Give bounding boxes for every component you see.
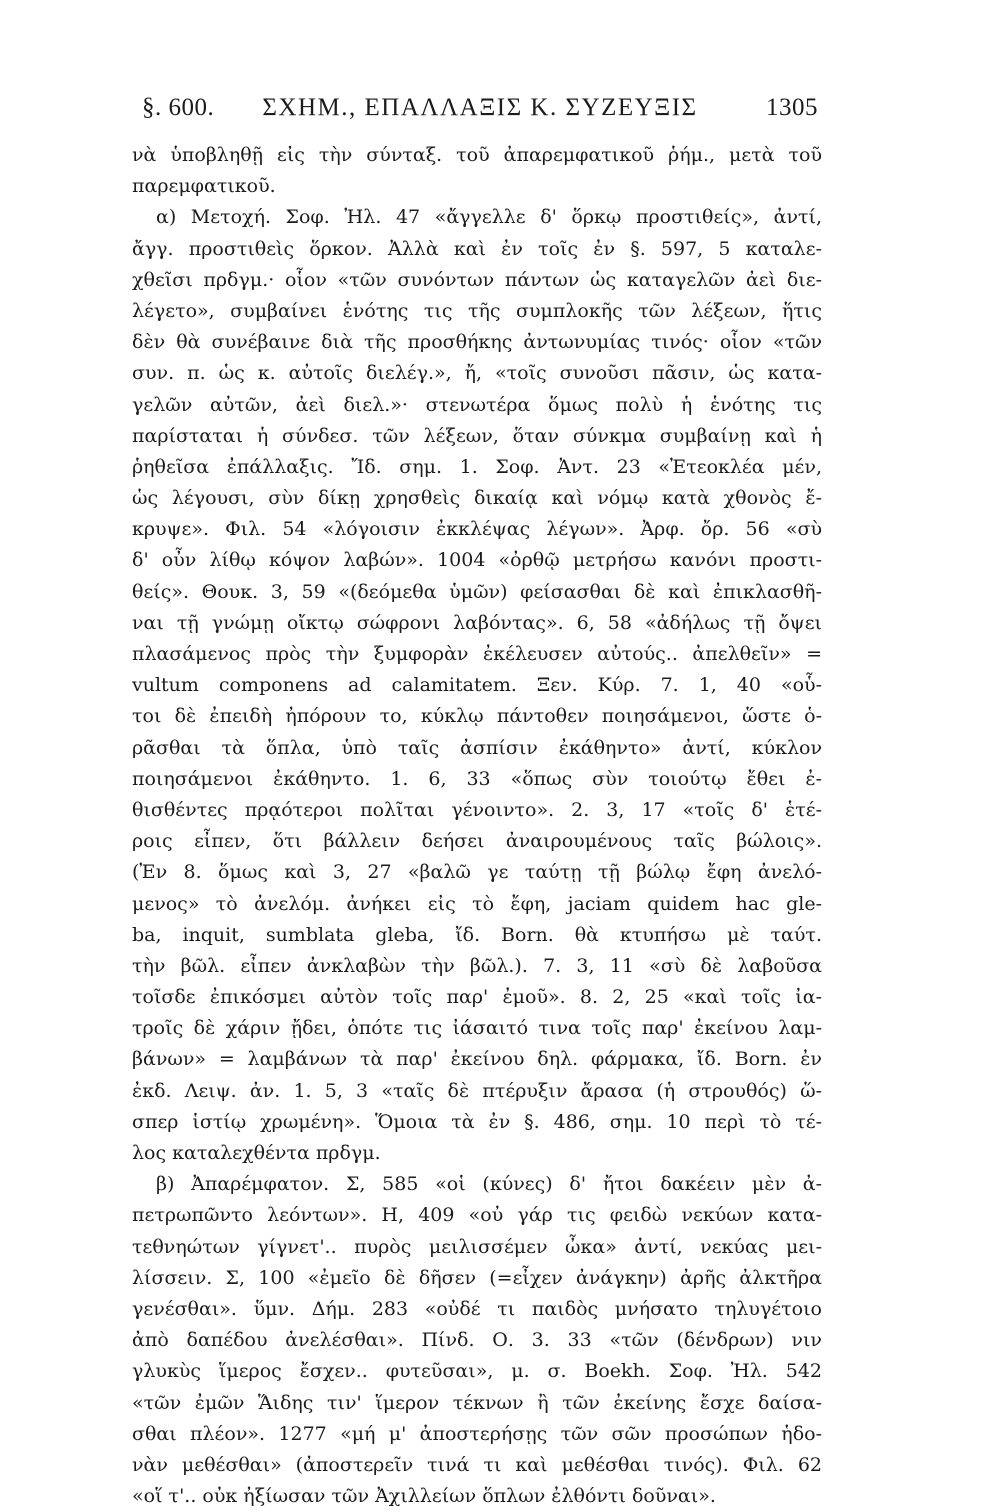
text-line: ἄγγ. προστιθεὶς ὅρκον. Ἀλλὰ καὶ ἐν τοῖς ἐν §. 597, 5 καταλε- xyxy=(132,237,822,260)
text-line: ὡς λέγουσι, σὺν δίκῃ χρησθεὶς δικαίᾳ καὶ νόμῳ κατὰ χθονὸς ἔ- xyxy=(132,487,822,510)
text-line: λέγετο», συμβαίνει ἑνότης τις τῆς συμπλοκῆς τῶν λέξεων, ἥτις xyxy=(132,299,822,322)
text-line: ἀπὸ δαπέδου ἀνελέσθαι». Πίνδ. Ο. 3. 33 «τῶν (δένδρων) νιν xyxy=(132,1329,822,1352)
text-line: vultum componens ad calamitatem. Ξεν. Κύρ. 7. 1, 40 «οὗ- xyxy=(132,674,822,697)
text-line: συν. π. ὡς κ. αὐτοῖς διελέγ.», ἤ, «τοῖς συνοῦσι πᾶσιν, ὡς κατα- xyxy=(132,362,822,385)
text-line: τροῖς δὲ χάριν ᾔδει, ὁπότε τις ἰάσαιτό τινα τοῖς παρ' ἐκείνου λαμ- xyxy=(132,1017,822,1040)
text-line: «οἵ τ'.. οὐκ ἠξίωσαν τῶν Ἀχιλλείων ὅπλων ἐλθόντι δοῦναι». xyxy=(132,1485,716,1508)
text-line: β) Ἀπαρέμφατον. Σ, 585 «οἱ (κύνες) δ' ἤτοι δακέειν μὲν ἀ- xyxy=(156,1173,822,1196)
text-line: ἐκδ. Λειψ. ἀν. 1. 5, 3 «ταῖς δὲ πτέρυξιν ἄρασα (ἡ στρουθός) ὥ- xyxy=(132,1079,822,1102)
text-line: σθαι πλέον». 1277 «μή μ' ἀποστερήσῃς τῶν σῶν προσώπων ἡδο- xyxy=(132,1422,822,1445)
text-line: ροις εἶπεν, ὅτι βάλλειν δεήσει ἀναιρουμένους ταῖς βώλοις». xyxy=(132,830,822,853)
text-line: (Ἐν 8. ὅμως καὶ 3, 27 «βαλῶ γε ταύτῃ τῇ βώλῳ ἔφη ἀνελό- xyxy=(132,861,822,884)
text-line: παρίσταται ἡ σύνδεσ. τῶν λέξεων, ὅταν σύνκμα συμβαίνῃ καὶ ἡ xyxy=(132,424,822,447)
text-line: α) Μετοχή. Σοφ. Ἠλ. 47 «ἄγγελλε δ' ὅρκῳ προστιθείς», ἀντί, xyxy=(156,206,822,229)
page-number: 1305 xyxy=(766,94,818,121)
text-line: τεθνηώτων γίγνετ'.. πυρὸς μειλισσέμεν ὦκα» ἀντί, νεκύας μει- xyxy=(132,1235,822,1258)
text-line: τοι δὲ ἐπειδὴ ἠπόρουν το, κύκλῳ πάντοθεν ποιησάμενοι, ὥστε ὁ- xyxy=(132,705,822,728)
text-line: ῥηθεῖσα ἐπάλλαξις. Ἴδ. σημ. 1. Σοφ. Ἀντ. 23 «Ἐτεοκλέα μέν, xyxy=(132,455,822,478)
text-line: λος καταλεχθέντα πρδγμ. xyxy=(132,1142,381,1164)
text-line: θισθέντες πρᾳότεροι πολῖται γένοιντο». 2. 3, 17 «τοῖς δ' ἑτέ- xyxy=(132,798,822,821)
text-line: γενέσθαι». ὕμν. Δήμ. 283 «οὐδέ τι παιδὸς μνήσατο τηλυγέτοιο xyxy=(132,1297,822,1320)
text-line: δὲν θὰ συνέβαινε διὰ τῆς προσθήκης ἀντωνυμίας τινός· οἷον «τῶν xyxy=(132,331,822,354)
text-line: «τῶν ἐμῶν Ἅιδης τιν' ἵμερον τέκνων ἢ τῶν ἐκείνης ἔσχε δαίσα- xyxy=(132,1391,822,1414)
text-line: τὴν βῶλ. εἶπεν ἀνκλαβὼν τὴν βῶλ.). 7. 3, 11 «σὺ δὲ λαβοῦσα xyxy=(132,954,822,977)
text-line: μενος» τὸ ἀνελόμ. ἀνήκει εἰς τὸ ἔφη, jaciam quidem hac gle- xyxy=(132,892,822,915)
text-line: πλασάμενος πρὸς τὴν ξυμφορὰν ἐκέλευσεν αὐτούς.. ἀπελθεῖν» = xyxy=(132,643,822,665)
text-line: γελῶν αὐτῶν, ἀεὶ διελ.»· στενωτέρα ὅμως πολὺ ἡ ἑνότης τις xyxy=(132,393,822,416)
text-line: τοῖσδε ἐπικόσμει αὐτὸν τοῖς παρ' ἐμοῦ». 8. 2, 25 «καὶ τοῖς ἰα- xyxy=(132,986,822,1009)
text-line: ba, inquit, sumblata gleba, ἴδ. Born. θὰ κτυπήσω μὲ ταύτ. xyxy=(132,923,822,946)
header-section-number: §. 600. xyxy=(142,94,215,121)
text-line: νὰ ὑποβληθῇ εἰς τὴν σύνταξ. τοῦ ἀπαρεμφατικοῦ ῥήμ., μετὰ τοῦ xyxy=(132,144,822,166)
text-line: θείς». Θουκ. 3, 59 «(δεόμεθα ὑμῶν) φείσασθαι δὲ καὶ ἐπικλασθῆ- xyxy=(132,580,822,603)
running-header xyxy=(142,94,818,130)
body-text xyxy=(132,140,822,1512)
text-line: βάνων» = λαμβάνων τὰ παρ' ἐκείνου δηλ. φάρμακα, ἴδ. Born. ἐν xyxy=(132,1048,822,1071)
text-line: ποιησάμενοι ἐκάθηντο. 1. 6, 33 «ὅπως σὺν τοιούτῳ ἔθει ἐ- xyxy=(132,767,822,790)
text-line: γλυκὺς ἵμερος ἔσχεν.. φυτεῦσαι», μ. σ. Boekh. Σοφ. Ἠλ. 542 xyxy=(132,1360,822,1383)
text-line: ναι τῇ γνώμῃ οἴκτῳ σώφρονι λαβόντας». 6, 58 «ἀδήλως τῇ ὄψει xyxy=(132,611,822,634)
text-line: σπερ ἱστίῳ χρωμένη». Ὅμοια τὰ ἐν §. 486, σημ. 10 περὶ τὸ τέ- xyxy=(132,1110,822,1133)
text-line: πετρωπῶντο λεόντων». Η, 409 «οὐ γάρ τις φειδὼ νεκύων κατα- xyxy=(132,1204,822,1227)
header-title: ΣΧΗΜ., ΕΠΑΛΛΑΞΙΣ Κ. ΣΥΖΕΥΞΙΣ xyxy=(262,94,698,121)
text-line: παρεμφατικοῦ. xyxy=(132,175,276,198)
text-line: κρυψε». Φιλ. 54 «λόγοισιν ἐκκλέψας λέγων». Ἀρφ. ὄρ. 56 «σὺ xyxy=(132,518,822,541)
text-line: χθεῖσι πρδγμ.· οἷον «τῶν συνόντων πάντων ὡς καταγελῶν ἀεὶ διε- xyxy=(132,268,822,291)
text-line: λίσσειν. Σ, 100 «ἐμεῖο δὲ δῆσεν (=εἶχεν ἀνάγκην) ἀρῆς ἀλκτῆρα xyxy=(132,1266,822,1289)
text-line: νὰν μεθέσθαι» (ἀποστερεῖν τινά τι καὶ μεθέσθαι τινός). Φιλ. 62 xyxy=(132,1453,822,1476)
text-line: δ' οὖν λίθῳ κόψον λαβών». 1004 «ὀρθῷ μετρήσω κανόνι προστι- xyxy=(132,549,822,572)
text-line: ρᾶσθαι τὰ ὅπλα, ὑπὸ ταῖς ἀσπίσιν ἐκάθηντο» ἀντί, κύκλον xyxy=(132,736,822,759)
